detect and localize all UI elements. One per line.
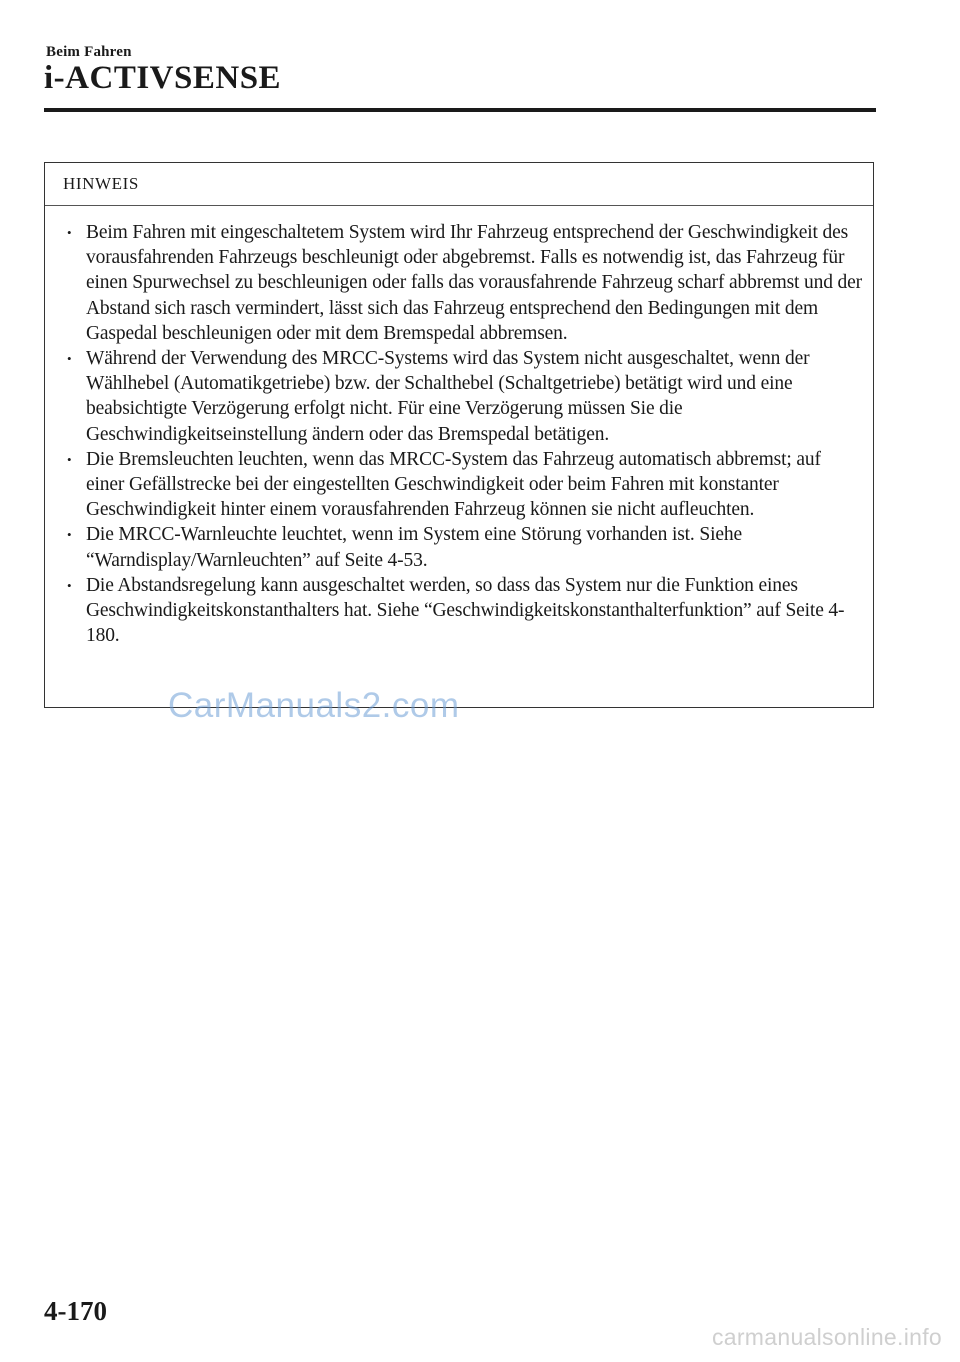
note-item (65, 346, 863, 447)
footer-watermark: carmanualsonline.info (711, 1324, 942, 1350)
section-label: Beim Fahren (46, 44, 132, 60)
note-item-text: Die MRCC-Warnleuchte leuchtet, wenn im System eine Störung vorhanden ist. Siehe “Warndisplay/Warnleuchten” auf Seite 4-53. (86, 524, 742, 571)
note-item-text: Die Bremsleuchten leuchten, wenn das MRCC-System das Fahrzeug automatisch abbremst; auf einer Gefällstrecke bei der eingestellten Geschwindigkeit oder beim Fahren mit konstanter Geschwindigkeit hinter einem vorausfahrenden Fahrzeug können sie nicht aufleuchten. (86, 448, 821, 521)
note-item-text: Die Abstandsregelung kann ausgeschaltet werden, so dass das System nur die Funktion eines Geschwindigkeitskonstanthalters hat. Siehe “Geschwindigkeitskonstanthalterfunktion” auf Seite 4-180. (86, 574, 845, 647)
note-box (44, 162, 874, 708)
chapter-title: i-ACTIVSENSE (44, 60, 282, 96)
note-item (65, 220, 863, 346)
bullet-icon: • (67, 527, 72, 543)
note-list (45, 206, 873, 648)
page-number: 4-170 (44, 1296, 107, 1326)
bullet-icon: • (67, 225, 72, 240)
bullet-icon: • (67, 451, 72, 467)
header-rule (44, 108, 876, 112)
watermark: CarManuals2.com (168, 686, 460, 725)
note-item-text: Während der Verwendung des MRCC-Systems wird das System nicht ausgeschaltet, wenn der Wählhebel (Automatikgetriebe) bzw. der Schalthebel (Schaltgetriebe) betätigt wird und eine beabsichtigte Verzögerung erfolgt nicht. Für eine Verzögerung müssen Sie die Geschwindigkeitseinstellung ändern oder das Bremspedal betätigen. (86, 348, 810, 445)
note-item-text: Beim Fahren mit eingeschaltetem System wird Ihr Fahrzeug entsprechend der Geschwindigkeit des vorausfahrenden Fahrzeugs beschleunigt oder abgebremst. Falls es notwendig ist, das Fahrzeug für einen Spurwechsel zu beschleunigen oder falls das vorausfahrende Fahrzeug scharf abbremst und der Abstand sich rasch vermindert, lässt sich das Fahrzeug entsprechend den Bedingungen mit dem Gaspedal beschleunigen oder mit dem Bremspedal abbremsen. (86, 222, 862, 344)
bullet-icon: • (67, 351, 72, 367)
note-item (65, 522, 863, 572)
bullet-icon: • (67, 577, 72, 593)
note-title: HINWEIS (45, 163, 873, 206)
note-item (65, 447, 863, 523)
note-item (65, 573, 863, 649)
